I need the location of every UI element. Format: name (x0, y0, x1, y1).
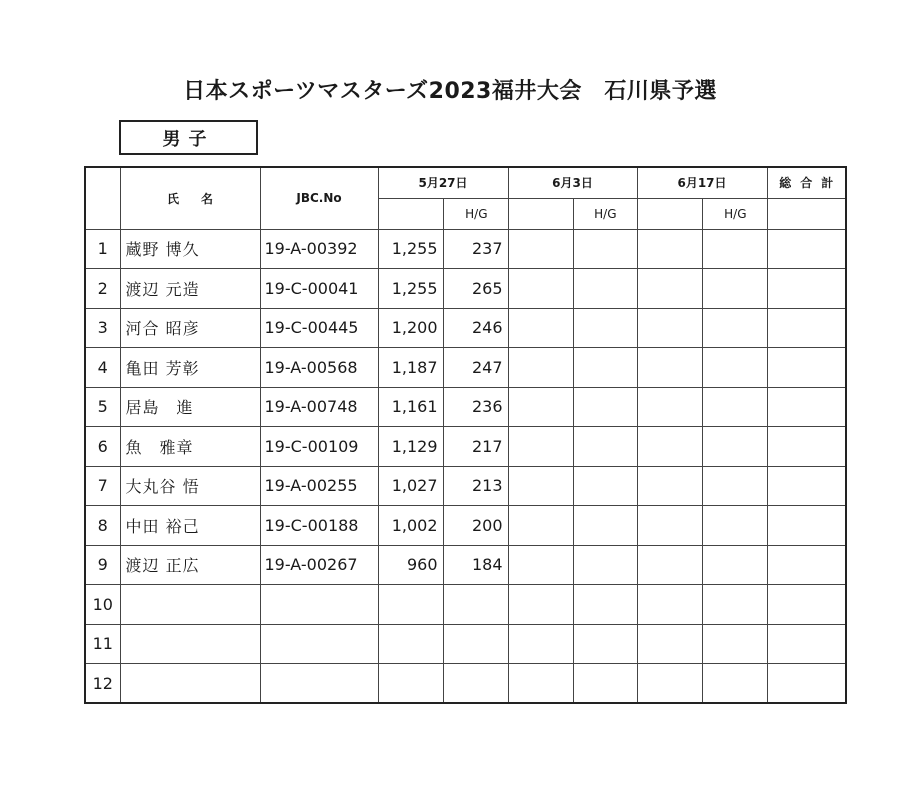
header-total: 総合計 (767, 167, 846, 198)
day3-total (637, 585, 702, 625)
jbc-number (260, 664, 378, 704)
row-number: 4 (85, 348, 120, 388)
day1-total: 1,161 (378, 387, 443, 427)
player-name (120, 585, 260, 625)
row-number: 9 (85, 545, 120, 585)
page-title: 日本スポーツマスターズ2023福井大会 石川県予選 (183, 79, 717, 104)
header-day2-hg: H/G (573, 198, 637, 229)
day2-total (508, 466, 573, 506)
player-name (120, 624, 260, 664)
day2-total (508, 624, 573, 664)
day1-total: 1,200 (378, 308, 443, 348)
header-total-sub (767, 198, 846, 229)
table-row (85, 229, 846, 269)
grand-total (767, 664, 846, 704)
row-number: 1 (85, 229, 120, 269)
day3-total (637, 269, 702, 309)
day3-hg (702, 308, 767, 348)
day3-hg (702, 387, 767, 427)
day1-hg: 184 (443, 545, 508, 585)
day3-total (637, 229, 702, 269)
header-jbc: JBC.No (260, 167, 378, 229)
table-row (85, 348, 846, 388)
day1-hg: 237 (443, 229, 508, 269)
table-row (85, 624, 846, 664)
grand-total (767, 466, 846, 506)
jbc-number: 19-A-00255 (260, 466, 378, 506)
row-number: 10 (85, 585, 120, 625)
grand-total (767, 506, 846, 546)
day2-total (508, 506, 573, 546)
day2-hg (573, 427, 637, 467)
day3-total (637, 348, 702, 388)
day1-total (378, 624, 443, 664)
day2-total (508, 585, 573, 625)
header-name: 氏名 (120, 167, 260, 229)
day3-total (637, 624, 702, 664)
header-day3-total (637, 198, 702, 229)
day3-hg (702, 466, 767, 506)
day3-total (637, 545, 702, 585)
player-name (120, 664, 260, 704)
day2-hg (573, 506, 637, 546)
grand-total (767, 229, 846, 269)
day2-total (508, 348, 573, 388)
header-day2: 6月3日 (508, 167, 637, 198)
day1-total: 1,187 (378, 348, 443, 388)
jbc-number: 19-C-00445 (260, 308, 378, 348)
player-name: 渡辺 元造 (120, 269, 260, 309)
jbc-number: 19-C-00109 (260, 427, 378, 467)
row-number: 12 (85, 664, 120, 704)
jbc-number: 19-A-00267 (260, 545, 378, 585)
day3-total (637, 387, 702, 427)
table-row (85, 664, 846, 704)
day1-hg (443, 664, 508, 704)
day1-hg (443, 585, 508, 625)
row-number: 3 (85, 308, 120, 348)
day1-total: 1,002 (378, 506, 443, 546)
day1-total: 1,255 (378, 229, 443, 269)
jbc-number: 19-C-00188 (260, 506, 378, 546)
day1-hg (443, 624, 508, 664)
table-row (85, 506, 846, 546)
day2-hg (573, 229, 637, 269)
player-name: 居島 進 (120, 387, 260, 427)
grand-total (767, 387, 846, 427)
score-table (84, 166, 847, 704)
header-no (85, 167, 120, 229)
day2-hg (573, 308, 637, 348)
day2-total (508, 269, 573, 309)
day3-hg (702, 545, 767, 585)
grand-total (767, 308, 846, 348)
grand-total (767, 427, 846, 467)
day2-hg (573, 545, 637, 585)
day2-total (508, 387, 573, 427)
header-day1: 5月27日 (378, 167, 508, 198)
day3-total (637, 308, 702, 348)
day2-hg (573, 269, 637, 309)
row-number: 7 (85, 466, 120, 506)
jbc-number (260, 585, 378, 625)
header-day2-total (508, 198, 573, 229)
day3-hg (702, 269, 767, 309)
player-name: 亀田 芳彰 (120, 348, 260, 388)
day2-total (508, 427, 573, 467)
header-day1-total (378, 198, 443, 229)
grand-total (767, 624, 846, 664)
day3-hg (702, 506, 767, 546)
day1-hg: 213 (443, 466, 508, 506)
table-row (85, 308, 846, 348)
day2-hg (573, 664, 637, 704)
day3-hg (702, 664, 767, 704)
row-number: 11 (85, 624, 120, 664)
day1-total (378, 664, 443, 704)
day1-total: 1,129 (378, 427, 443, 467)
day1-hg: 236 (443, 387, 508, 427)
category-label: 男子 (119, 120, 258, 155)
day2-hg (573, 348, 637, 388)
day3-hg (702, 348, 767, 388)
row-number: 6 (85, 427, 120, 467)
day1-hg: 246 (443, 308, 508, 348)
day2-total (508, 545, 573, 585)
table-row (85, 269, 846, 309)
header-day3-hg: H/G (702, 198, 767, 229)
player-name: 魚 雅章 (120, 427, 260, 467)
day1-hg: 247 (443, 348, 508, 388)
day2-total (508, 664, 573, 704)
player-name: 中田 裕己 (120, 506, 260, 546)
grand-total (767, 269, 846, 309)
day3-total (637, 427, 702, 467)
day3-total (637, 466, 702, 506)
header-day1-hg: H/G (443, 198, 508, 229)
grand-total (767, 545, 846, 585)
day1-hg: 217 (443, 427, 508, 467)
jbc-number: 19-A-00568 (260, 348, 378, 388)
player-name: 蔵野 博久 (120, 229, 260, 269)
player-name: 河合 昭彦 (120, 308, 260, 348)
table-row (85, 387, 846, 427)
header-day3: 6月17日 (637, 167, 767, 198)
row-number: 8 (85, 506, 120, 546)
day1-total: 1,255 (378, 269, 443, 309)
day3-total (637, 664, 702, 704)
jbc-number: 19-C-00041 (260, 269, 378, 309)
grand-total (767, 585, 846, 625)
day2-hg (573, 585, 637, 625)
day3-hg (702, 229, 767, 269)
row-number: 2 (85, 269, 120, 309)
table-row (85, 585, 846, 625)
day1-total: 1,027 (378, 466, 443, 506)
day2-hg (573, 466, 637, 506)
player-name: 渡辺 正広 (120, 545, 260, 585)
day3-hg (702, 624, 767, 664)
day1-total: 960 (378, 545, 443, 585)
table-row (85, 427, 846, 467)
day1-total (378, 585, 443, 625)
day2-hg (573, 624, 637, 664)
day2-hg (573, 387, 637, 427)
jbc-number: 19-A-00392 (260, 229, 378, 269)
jbc-number (260, 624, 378, 664)
day2-total (508, 308, 573, 348)
day2-total (508, 229, 573, 269)
jbc-number: 19-A-00748 (260, 387, 378, 427)
row-number: 5 (85, 387, 120, 427)
table-row (85, 545, 846, 585)
table-row (85, 466, 846, 506)
grand-total (767, 348, 846, 388)
day1-hg: 200 (443, 506, 508, 546)
player-name: 大丸谷 悟 (120, 466, 260, 506)
day3-hg (702, 585, 767, 625)
day3-total (637, 506, 702, 546)
day1-hg: 265 (443, 269, 508, 309)
day3-hg (702, 427, 767, 467)
